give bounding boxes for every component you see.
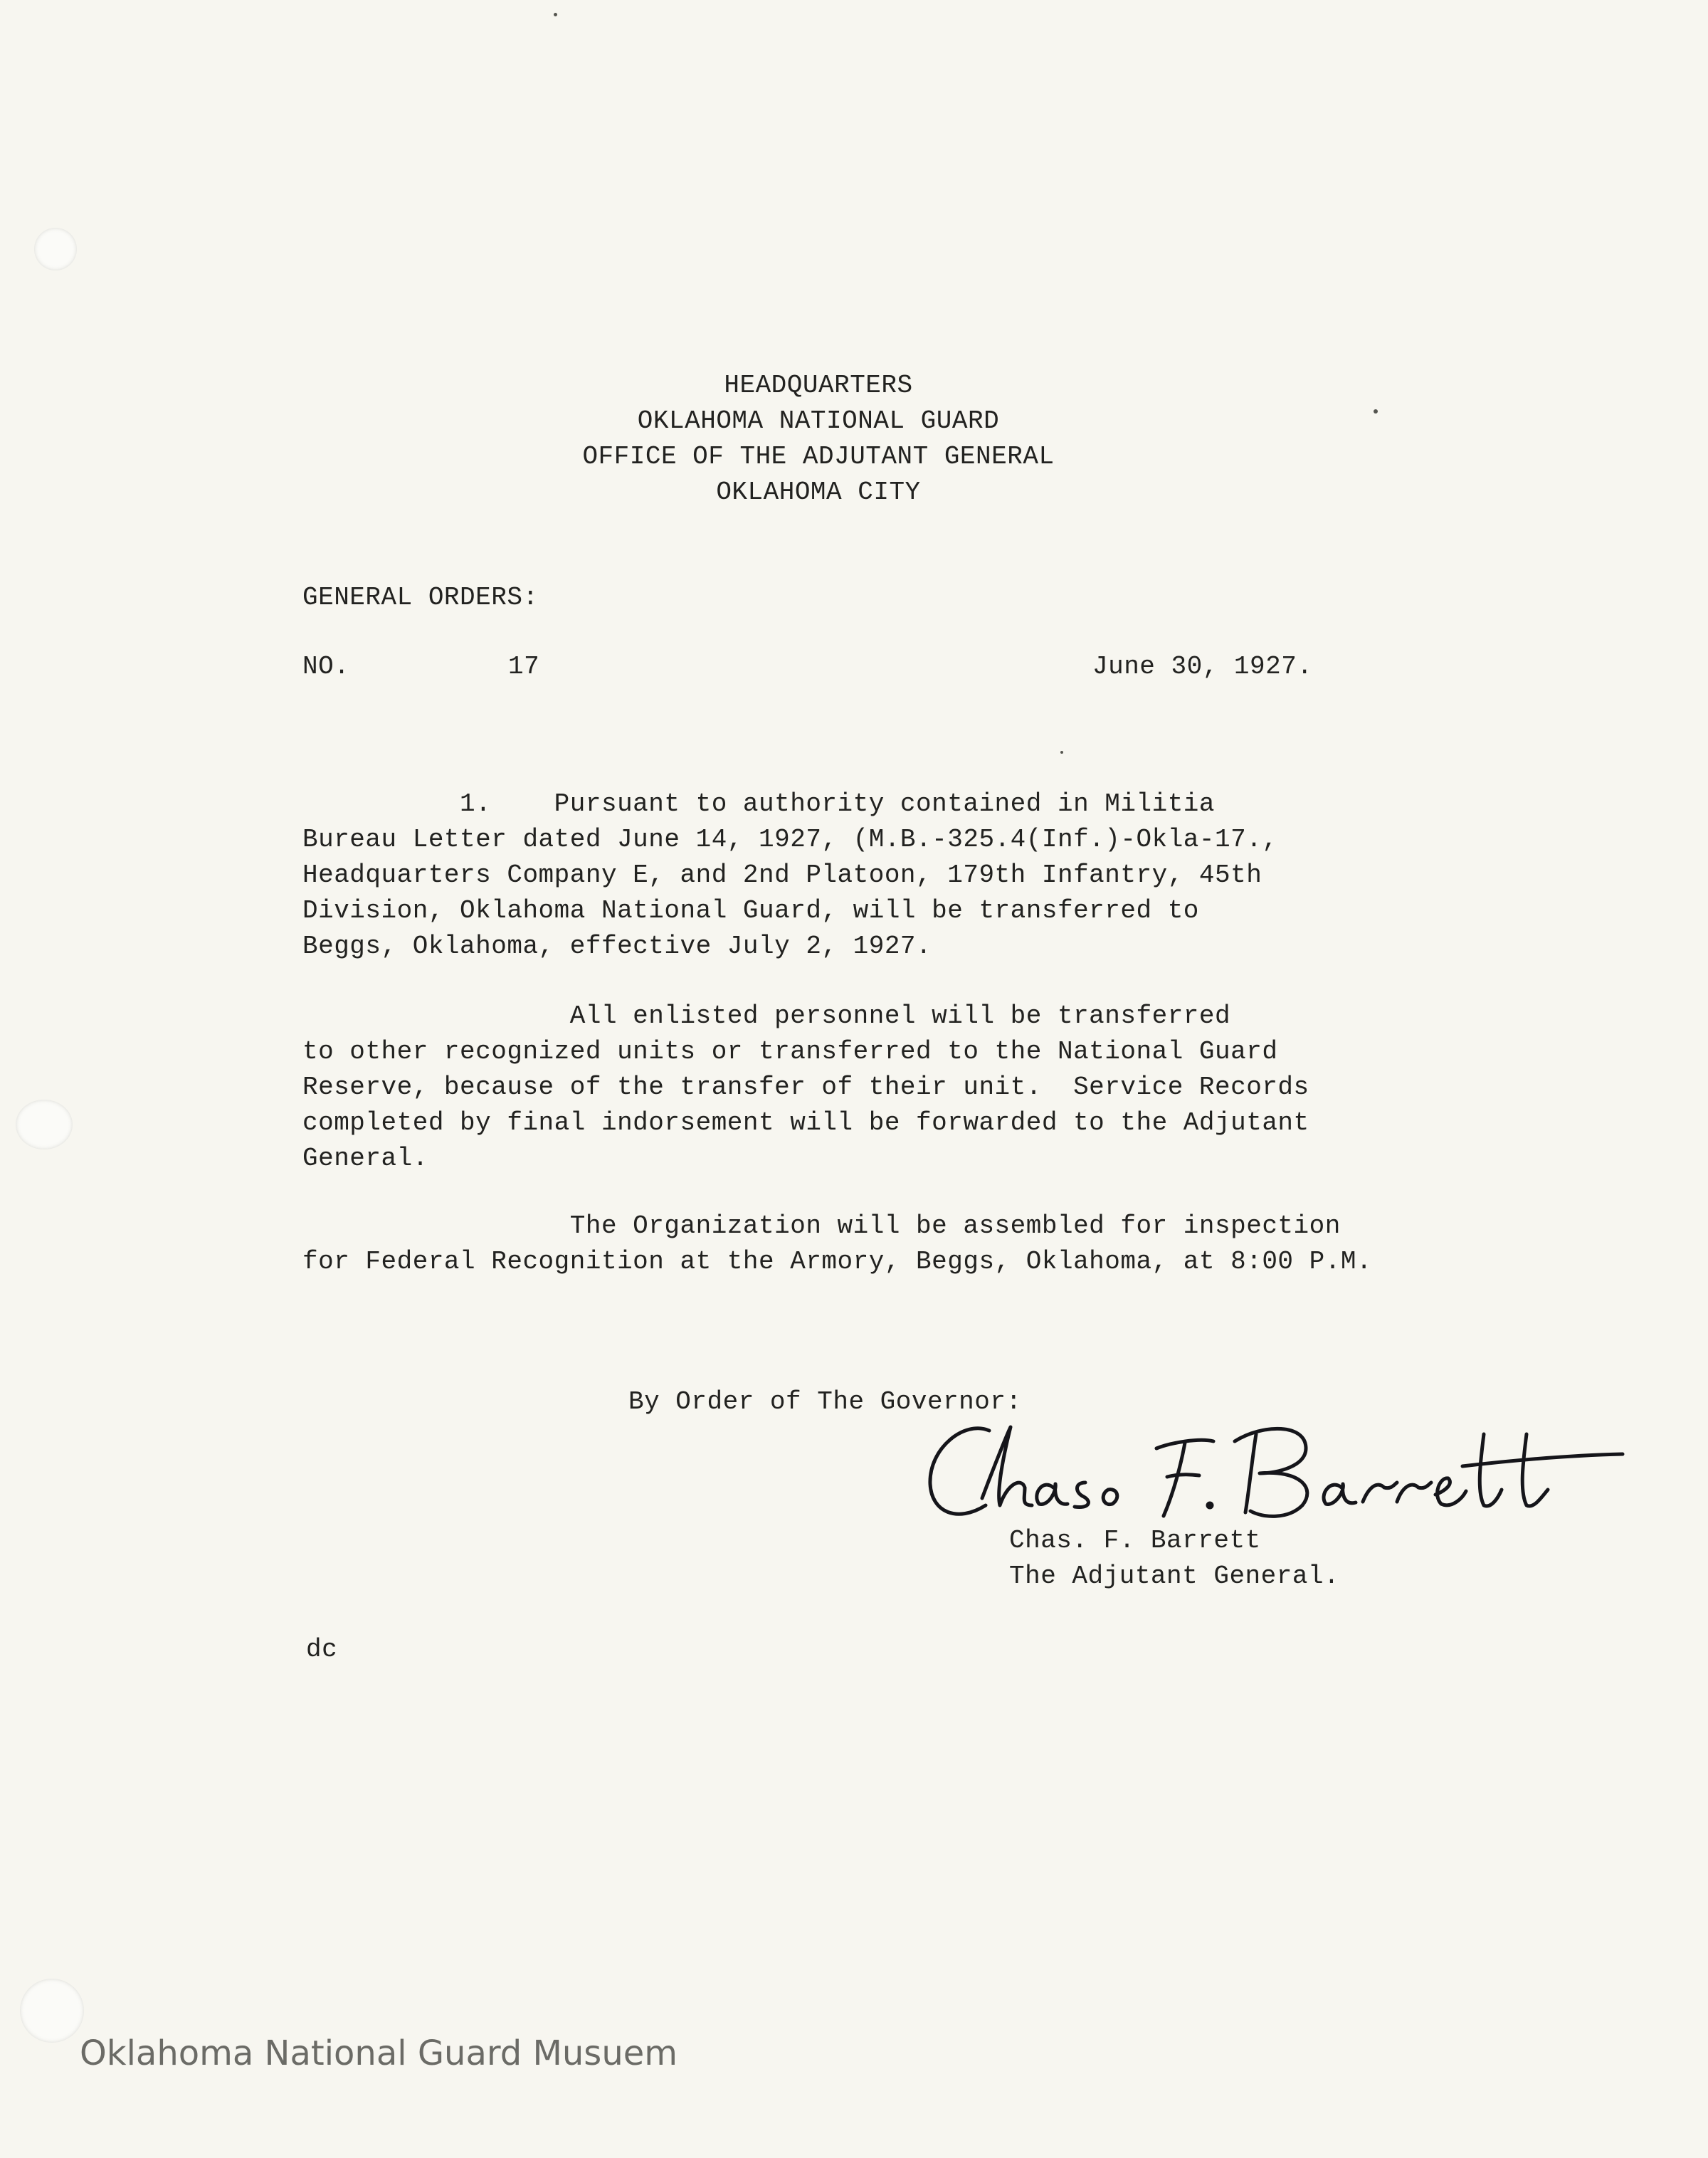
paragraph-1-line-3: Headquarters Company E, and 2nd Platoon, 179th Infantry, 45th — [302, 860, 1262, 890]
paragraph-2-line-5: General. — [302, 1144, 428, 1173]
signatory-title: The Adjutant General. — [1009, 1562, 1340, 1591]
order-date: June 30, 1927. — [1092, 652, 1313, 681]
punch-hole-top — [34, 228, 77, 270]
paragraph-1-line-2: Bureau Letter dated June 14, 1927, (M.B.-325.4(Inf.)-Okla-17., — [302, 825, 1278, 854]
by-order-line: By Order of The Governor: — [628, 1387, 1022, 1416]
paragraph-1-line-4: Division, Oklahoma National Guard, will be transferred to — [302, 896, 1199, 925]
typist-initials: dc — [306, 1635, 338, 1664]
general-orders-heading: GENERAL ORDERS: — [302, 583, 539, 612]
letterhead-line-1: HEADQUARTERS — [724, 371, 913, 400]
order-number: 17 — [508, 652, 540, 681]
handwritten-signature — [922, 1399, 1633, 1541]
paragraph-2-line-3: Reserve, because of the transfer of their unit. Service Records — [302, 1073, 1309, 1102]
paragraph-2-line-2: to other recognized units or transferred to the National Guard — [302, 1037, 1278, 1066]
paper-speck — [1374, 409, 1378, 414]
order-number-label: NO. — [302, 652, 350, 681]
paper-speck — [554, 13, 557, 16]
museum-watermark: Oklahoma National Guard Musuem — [80, 2033, 678, 2073]
paragraph-2-line-1: All enlisted personnel will be transferred — [302, 1001, 1231, 1031]
letterhead-line-4: OKLAHOMA CITY — [716, 478, 921, 507]
paragraph-3-line-2: for Federal Recognition at the Armory, Beggs, Oklahoma, at 8:00 P.M. — [302, 1247, 1373, 1276]
letterhead-line-3: OFFICE OF THE ADJUTANT GENERAL — [582, 442, 1055, 471]
paragraph-2-line-4: completed by final indorsement will be forwarded to the Adjutant — [302, 1108, 1309, 1137]
paragraph-3-line-1: The Organization will be assembled for inspection — [302, 1211, 1341, 1241]
signatory-name: Chas. F. Barrett — [1009, 1526, 1261, 1555]
paper-speck — [1060, 751, 1063, 754]
paragraph-1-line-5: Beggs, Oklahoma, effective July 2, 1927. — [302, 932, 932, 961]
paragraph-1-line-1: 1. Pursuant to authority contained in Militia — [302, 789, 1216, 819]
punch-hole-bottom — [20, 1979, 84, 2043]
punch-hole-middle — [16, 1100, 73, 1149]
letterhead-line-2: OKLAHOMA NATIONAL GUARD — [637, 406, 1000, 436]
